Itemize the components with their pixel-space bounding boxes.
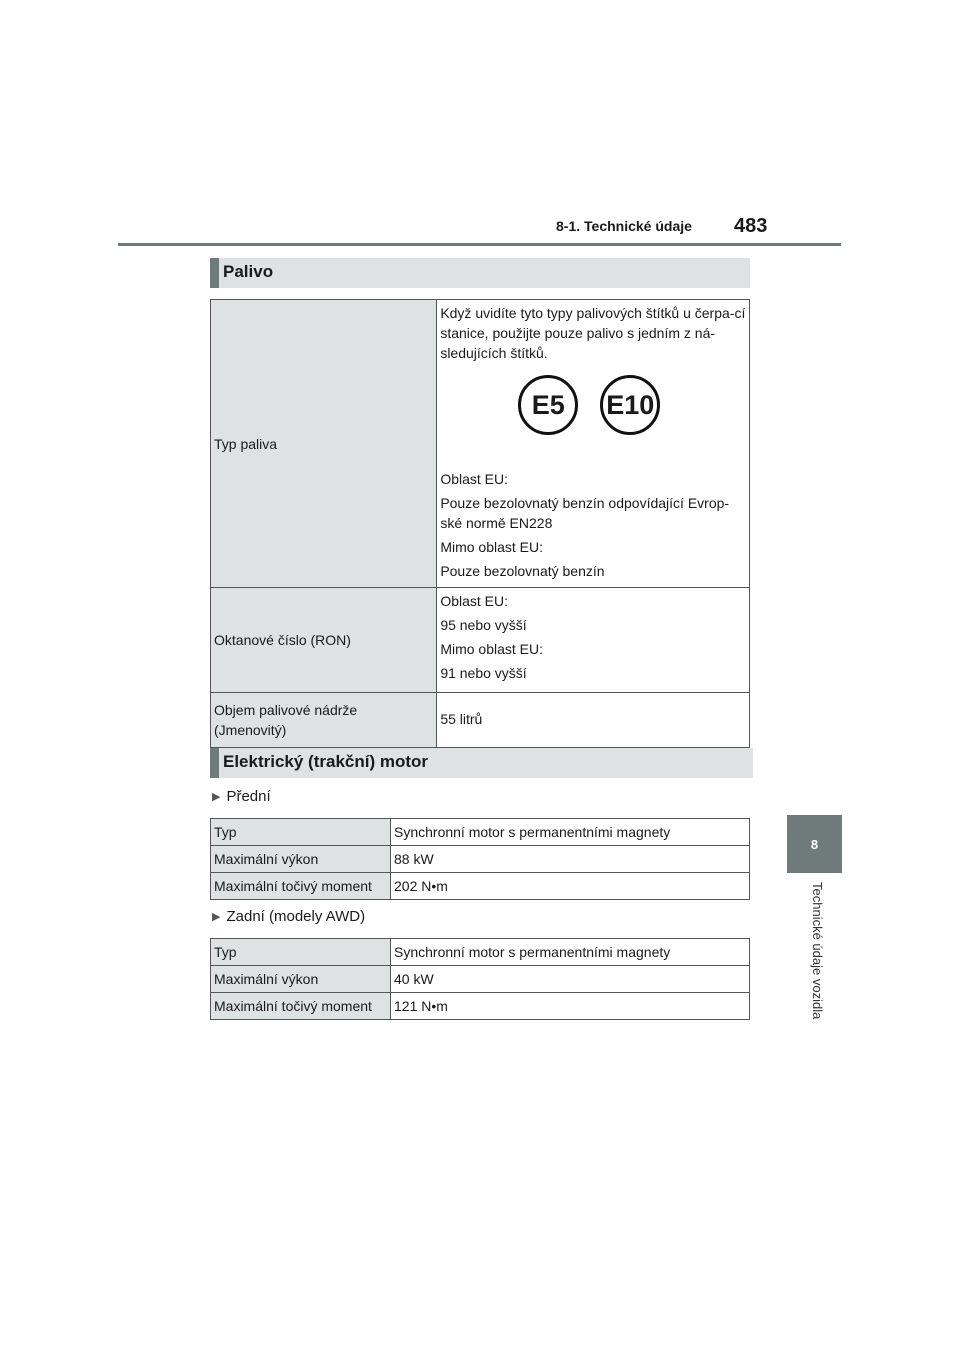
fuel-table — [210, 299, 750, 748]
chapter-label: Technické údaje vozidla — [810, 882, 825, 1020]
eu-region-value: Pouze bezolovnatý benzín odpovídající Evrop-ské normě EN228 — [440, 495, 730, 531]
triangle-bullet-icon: ▶ — [212, 791, 221, 803]
table-row — [211, 819, 750, 846]
eu-region-label: Oblast EU: — [440, 471, 509, 487]
chapter-tab: 8 — [787, 815, 842, 873]
e10-fuel-label-icon: E10 — [600, 375, 660, 435]
max-power-label: Maximální výkon — [211, 966, 391, 993]
tank-capacity-value: 55 litrů — [437, 693, 750, 748]
motor-type-label: Typ — [211, 819, 391, 846]
front-motor-heading-text: Přední — [226, 788, 271, 805]
max-power-label: Maximální výkon — [211, 846, 391, 873]
page-number: 483 — [734, 215, 768, 237]
table-row — [211, 693, 750, 748]
fuel-type-value — [437, 300, 750, 588]
octane-value — [437, 588, 750, 693]
max-torque-value: 202 N•m — [391, 873, 750, 900]
table-row — [211, 588, 750, 693]
e5-fuel-label-icon: E5 — [518, 375, 578, 435]
max-torque-label: Maximální točivý moment — [211, 993, 391, 1020]
header-divider — [118, 243, 841, 246]
table-row — [211, 966, 750, 993]
max-power-value: 40 kW — [391, 966, 750, 993]
eu-region-label: Oblast EU: — [440, 593, 509, 609]
fuel-type-label: Typ paliva — [211, 300, 437, 588]
table-row — [211, 873, 750, 900]
table-row — [211, 846, 750, 873]
non-eu-region-label: Mimo oblast EU: — [440, 641, 544, 657]
table-row — [211, 993, 750, 1020]
rear-motor-table — [210, 938, 750, 1020]
table-row — [211, 300, 750, 588]
non-eu-region-label: Mimo oblast EU: — [440, 539, 544, 555]
non-eu-region-value: Pouze bezolovnatý benzín — [440, 563, 605, 579]
fuel-badges — [440, 363, 746, 469]
triangle-bullet-icon: ▶ — [212, 911, 221, 923]
section-title: 8-1. Technické údaje — [556, 218, 692, 234]
motor-type-value: Synchronní motor s permanentními magnety — [391, 819, 750, 846]
rear-motor-heading-text: Zadní (modely AWD) — [226, 908, 366, 925]
eu-region-value: 95 nebo vyšší — [440, 617, 527, 633]
front-motor-heading — [212, 788, 271, 805]
non-eu-region-value: 91 nebo vyšší — [440, 665, 527, 681]
tank-capacity-label: Objem palivové nádrže (Jmenovitý) — [211, 693, 437, 748]
motor-type-label: Typ — [211, 939, 391, 966]
table-row — [211, 939, 750, 966]
fuel-section-heading: Palivo — [210, 258, 750, 288]
fuel-label-intro: Když uvidíte tyto typy palivových štítků u čerpa-cí stanice, použijte pouze palivo s jedním z ná-sledujících štítků. — [440, 305, 746, 361]
octane-label: Oktanové číslo (RON) — [211, 588, 437, 693]
motor-section-heading: Elektrický (trakční) motor — [210, 748, 753, 778]
front-motor-table — [210, 818, 750, 900]
rear-motor-heading — [212, 908, 365, 925]
max-torque-label: Maximální točivý moment — [211, 873, 391, 900]
max-power-value: 88 kW — [391, 846, 750, 873]
motor-type-value: Synchronní motor s permanentními magnety — [391, 939, 750, 966]
max-torque-value: 121 N•m — [391, 993, 750, 1020]
